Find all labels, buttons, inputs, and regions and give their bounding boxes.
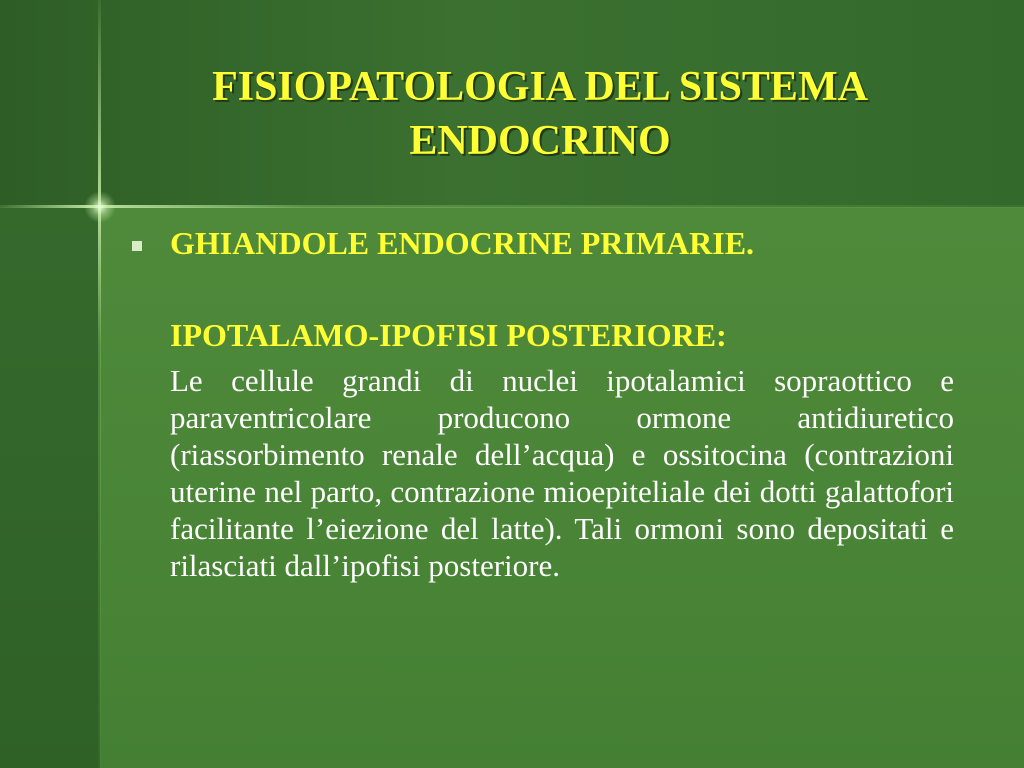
vertical-divider-line <box>98 0 101 768</box>
square-bullet-icon <box>132 241 142 251</box>
sparkle-glow <box>84 191 116 223</box>
bullet-item <box>130 220 954 584</box>
section-subheading: IPOTALAMO-IPOFISI POSTERIORE: <box>170 317 727 353</box>
body-paragraph: Le cellule grandi di nuclei ipotalamici sopraottico e paraventricolare producono ormone antidiuretico (riassorbimento renale dell’acqua) e ossitocina (contrazioni uterine nel parto, contrazione mioepiteliale dei dotti galattofori facilitante l’eiezione del latte). Tali ormoni sono depositati e rilasciati dall’ipofisi posteriore. <box>170 363 954 583</box>
horizontal-divider-line <box>0 205 1024 208</box>
slide-title: FISIOPATOLOGIA DEL SISTEMA ENDOCRINO <box>212 64 868 164</box>
left-band <box>0 207 100 768</box>
slide-content <box>130 220 954 584</box>
section-heading: GHIANDOLE ENDOCRINE PRIMARIE. <box>170 225 755 261</box>
